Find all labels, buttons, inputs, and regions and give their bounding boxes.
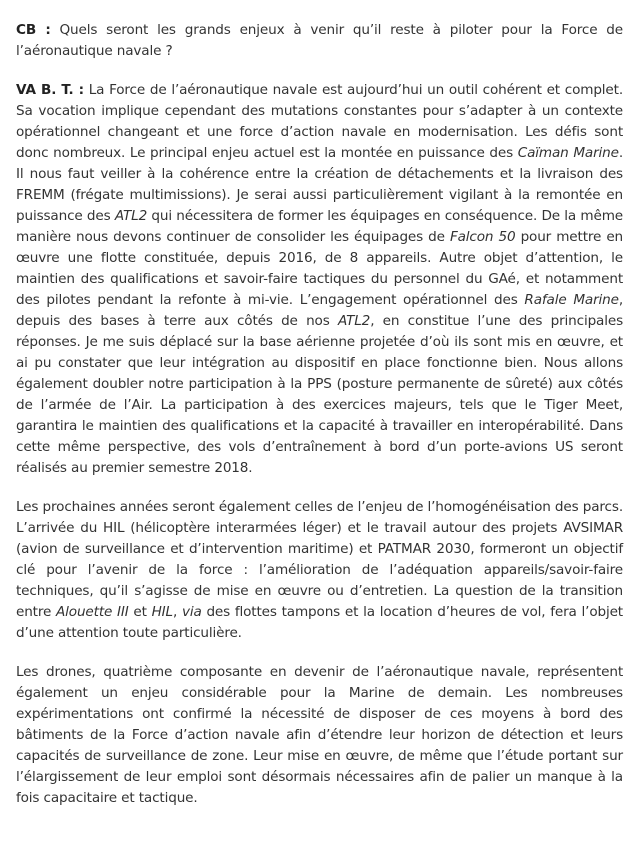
interview-article: [16, 20, 623, 827]
aircraft-name: HIL: [151, 604, 173, 620]
paragraph-text: Les drones, quatrième composante en devenir de l’aéronautique navale, représentent également un enjeu considérable pour la Marine de demain. Les nombreuses expérimentations ont confirmé la nécessité de disposer de ces moyens à bord des bâtiments de la Force d’action navale afin d’étendre leur horizon de détection et leurs capacités de surveillance de zone. Leur mise en œuvre, de même que l’étude portant sur l’élargissement de leur emploi sont désormais nécessaires afin de palier un manque à la fois capacitaire et tactique.: [16, 664, 623, 806]
answer-text: qui nécessitera de former les équipages en conséquence. De la même manière nous devons continuer de consolider les équipages de: [16, 208, 623, 245]
answer-paragraph: [16, 80, 623, 479]
answer-text: , en constitue l’une des principales réponses. Je me suis déplacé sur la base aérienne projetée d’où ils sont mis en œuvre, et ai pu constater que leur intégration au dispositif en place fonctionne bien. Nous allons également doubler notre participation à la PPS (posture permanente de sûreté) aux côtés de l’armée de l’Air. La participation à des exercices majeurs, tels que le Tiger Meet, garantira le maintien des qualifications et la capacité à travailler en interopérabilité. Dans cette même perspective, des vols d’entraînement à bord d’un porte-avions US seront réalisés au premier semestre 2018.: [16, 313, 624, 476]
latin-term: via: [181, 604, 202, 620]
answer-text: La Force de l’aéronautique navale est aujourd’hui un outil cohérent et complet. Sa vocation implique cependant des mutations constantes pour s’adapter à un contexte opérationnel changeant et une force d’action navale en modernisation. Les défis sont donc nombreux. Le principal enjeu actuel est la montée en puissance des: [16, 82, 623, 161]
aircraft-name: Rafale Marine: [524, 292, 619, 308]
aircraft-name: ATL2: [337, 313, 371, 329]
paragraph-text: ,: [172, 604, 182, 620]
paragraph-text: des flottes tampons et la location d’heures de vol, fera l’objet d’une attention toute particulière.: [16, 604, 623, 641]
speaker-label-cb: CB :: [16, 22, 51, 38]
aircraft-name: ATL2: [114, 208, 148, 224]
answer-text: pour mettre en œuvre une flotte constituée, depuis 2016, de 8 appareils. Autre objet d’attention, le maintien des qualifications et savoir-faire tactiques du personnel du GAé, et notamment des pilotes pendant la refonte à mi-vie. L’engagement opérationnel des: [16, 229, 624, 308]
answer-text: . Il nous faut veiller à la cohérence entre la création de détachements et la livraison des FREMM (frégate multimissions). Je serai aussi particulièrement vigilant à la remontée en puissance des: [16, 145, 623, 224]
fleet-homogenization-paragraph: [16, 497, 623, 644]
aircraft-name: Falcon 50: [449, 229, 516, 245]
aircraft-name: Caïman Marine: [517, 145, 619, 161]
question-text: Quels seront les grands enjeux à venir qu’il reste à piloter pour la Force de l’aéronautique navale ?: [16, 22, 623, 59]
question-paragraph: [16, 20, 623, 62]
drones-paragraph: [16, 662, 623, 809]
paragraph-text: Les prochaines années seront également celles de l’enjeu de l’homogénéisation des parcs. L’arrivée du HIL (hélicoptère interarmées léger) et le travail autour des projets AVSIMAR (avion de surveillance et d’intervention maritime) et PATMAR 2030, formeront un objectif clé pour l’avenir de la force : l’amélioration de l’adéquation appareils/savoir-faire techniques, qu’il s’agisse de mise en œuvre ou d’entretien. La question de la transition entre: [16, 499, 623, 620]
answer-text: , depuis des bases à terre aux côtés de nos: [16, 292, 623, 329]
paragraph-text: et: [128, 604, 152, 620]
aircraft-name: Alouette III: [56, 604, 129, 620]
speaker-label-va: VA B. T. :: [16, 82, 84, 98]
